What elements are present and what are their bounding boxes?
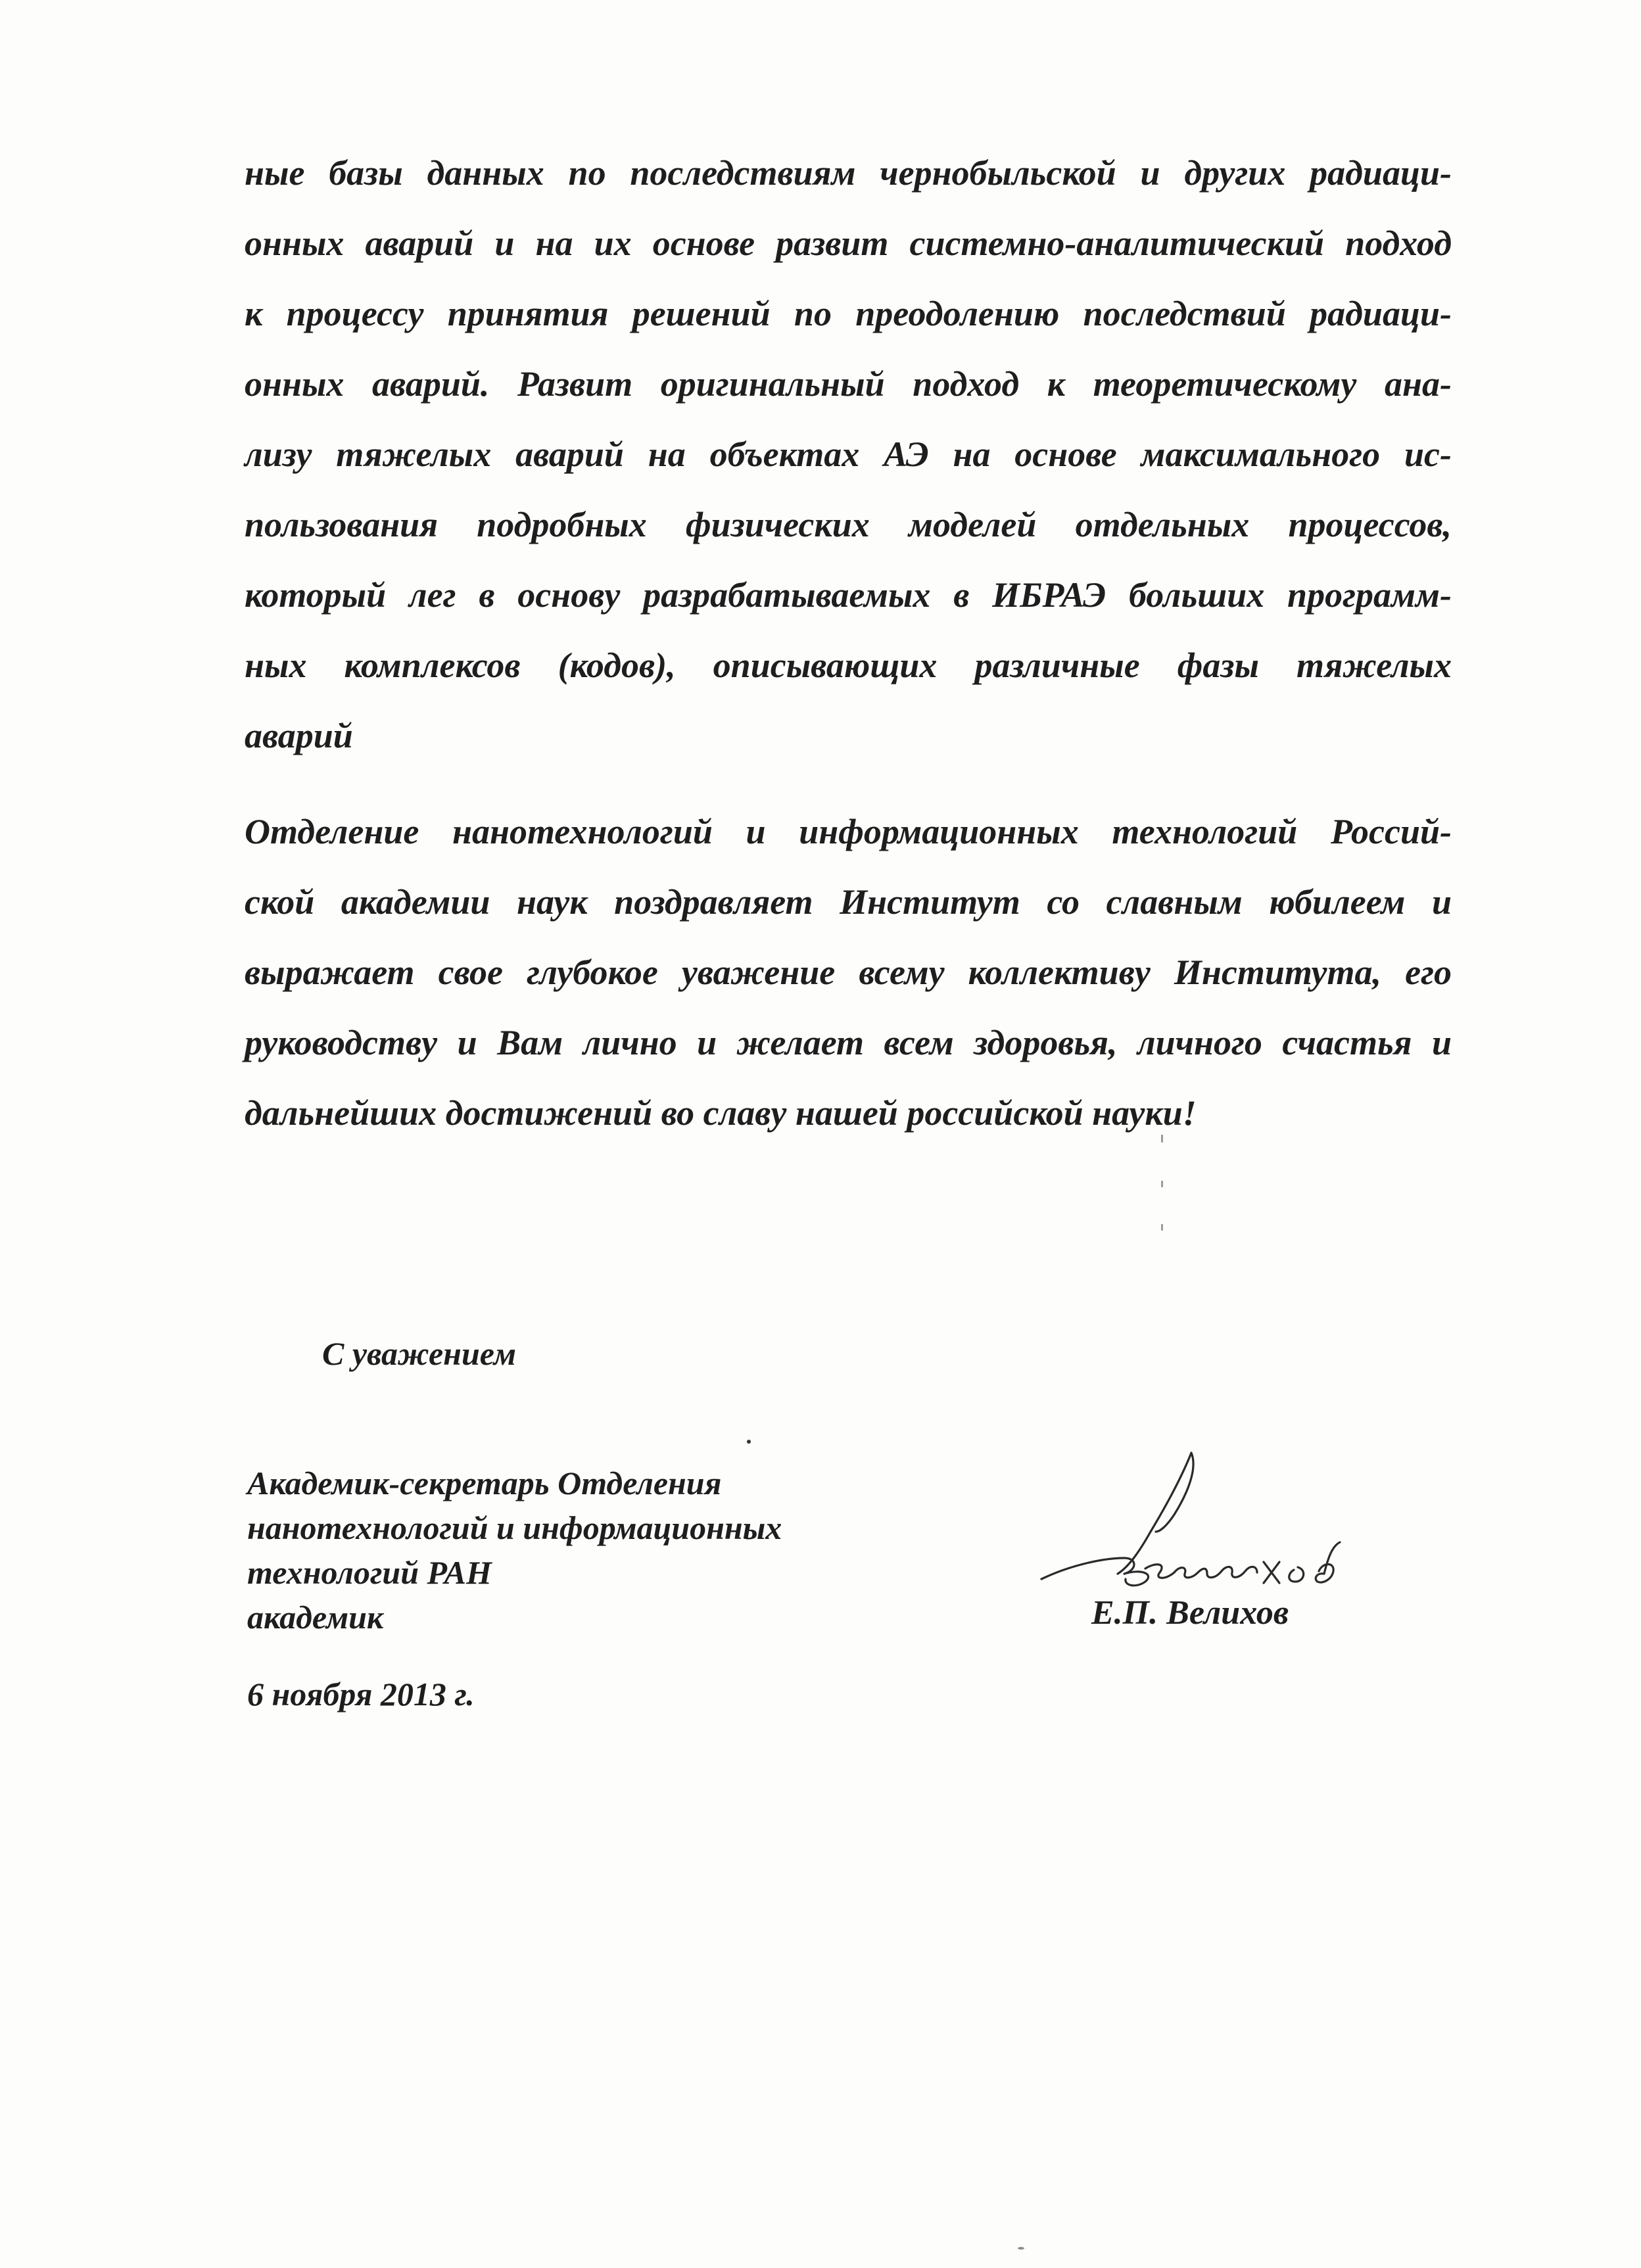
text-line: онных аварий и на их основе развит системно-аналитический подход [245, 224, 1452, 263]
letter-date: 6 ноября 2013 г. [247, 1676, 475, 1713]
text-line: онных аварий. Развит оригинальный подход к теоретическому ана- [245, 364, 1452, 404]
paragraph-achievements [245, 138, 1452, 771]
scan-speck [1161, 1181, 1163, 1187]
text-line: руководству и Вам лично и желает всем здоровья, личного счастья и [245, 1023, 1452, 1062]
scan-speck [1018, 2247, 1024, 2250]
text-line: который лег в основу разрабатываемых в ИБРАЭ больших программ- [245, 575, 1452, 615]
signer-title-line: нанотехнологий и информационных [247, 1509, 782, 1546]
handwritten-signature [1026, 1433, 1394, 1611]
text-line: пользования подробных физических моделей отдельных процессов, [245, 505, 1452, 544]
signer-title-line: академик [247, 1599, 384, 1636]
closing-salutation: С уважением [322, 1335, 516, 1372]
text-line: к процессу принятия решений по преодолению последствий радиаци- [245, 294, 1452, 333]
signer-title-line: Академик-секретарь Отделения [247, 1465, 722, 1501]
text-line: ных комплексов (кодов), описывающих различные фазы тяжелых [245, 646, 1452, 685]
scan-speck [747, 1440, 751, 1444]
text-line: ные базы данных по последствиям чернобыльской и других радиаци- [245, 153, 1452, 193]
text-line: аварий [245, 716, 353, 755]
signer-name: Е.П. Велихов [1091, 1594, 1289, 1632]
scan-speck [1161, 1135, 1163, 1143]
paragraph-congratulations [245, 797, 1452, 1148]
text-line: дальнейших достижений во славу нашей российской науки! [245, 1093, 1197, 1133]
signer-title-line: технологий РАН [247, 1554, 492, 1591]
text-line: ской академии наук поздравляет Институт со славным юбилеем и [245, 882, 1452, 922]
text-line: выражает свое глубокое уважение всему коллективу Института, его [245, 953, 1452, 992]
text-line: лизу тяжелых аварий на объектах АЭ на основе максимального ис- [245, 435, 1452, 474]
scan-speck [1161, 1224, 1163, 1231]
text-line: Отделение нанотехнологий и информационных технологий Россий- [245, 812, 1452, 851]
signer-title [247, 1461, 782, 1640]
